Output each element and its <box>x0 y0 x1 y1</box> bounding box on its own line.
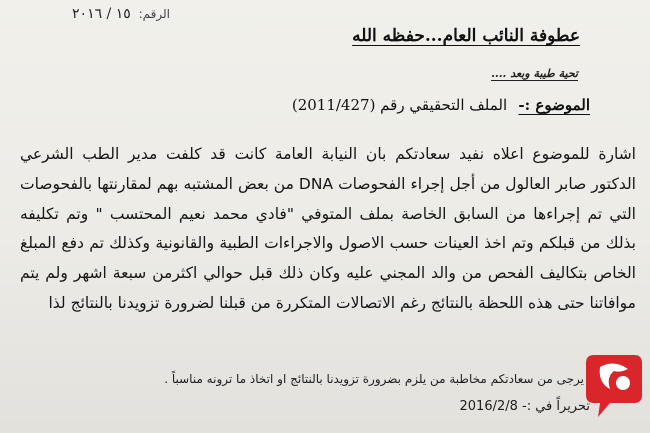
greeting-line: تحية طيبة وبعد .... <box>491 67 578 80</box>
date-line: تحريراً في :- 2016/2/8 <box>459 399 590 414</box>
subject-title: الملف التحقيقي رقم (2011/427) <box>291 96 508 114</box>
reference-number <box>40 6 170 22</box>
reference-value: ١٥ / ٢٠١٦ <box>72 6 131 22</box>
subject-label: الموضوع :- <box>518 96 590 114</box>
reference-label: الرقم: <box>138 7 170 21</box>
news-agency-logo-icon <box>580 347 648 423</box>
subject-line <box>292 96 590 114</box>
letter-body: اشارة للموضوع اعلاه نفيد سعادتكم بان النيابة العامة كانت قد كلفت مدير الطب الشرعي الدكتور صابر العالول من أجل إجراء الفحوصات DNA من بعض المشتبه بهم لمقارنتها بالفحوصات التي تم إجراءها من السابق الخاصة بملف المتوفي "فادي محمد نعيم المحتسب " وتم تكليفه بذلك من قبلكم وتم اخذ العينات حسب الاصول والاجراءات الطبية والقانونية وكذلك تم دفع المبلغ الخاص بتكاليف الفحص من والد المجني عليه وكان ذلك قبل حوالي اكثرمن سبعة اشهر ولم يتم موافاتنا حتى هذه اللحظة بالنتائج رغم الاتصالات المتكررة من قبلنا لضرورة تزويدنا بالنتائج لذا <box>20 145 636 312</box>
closing-line: يرجى من سعادتكم مخاطبة من يلزم بضرورة تزويدنا بالنتائج او اتخاذ ما ترونه مناسباً . <box>164 372 584 386</box>
addressee-heading: عطوفة النائب العام...حفظه الله <box>352 26 580 46</box>
